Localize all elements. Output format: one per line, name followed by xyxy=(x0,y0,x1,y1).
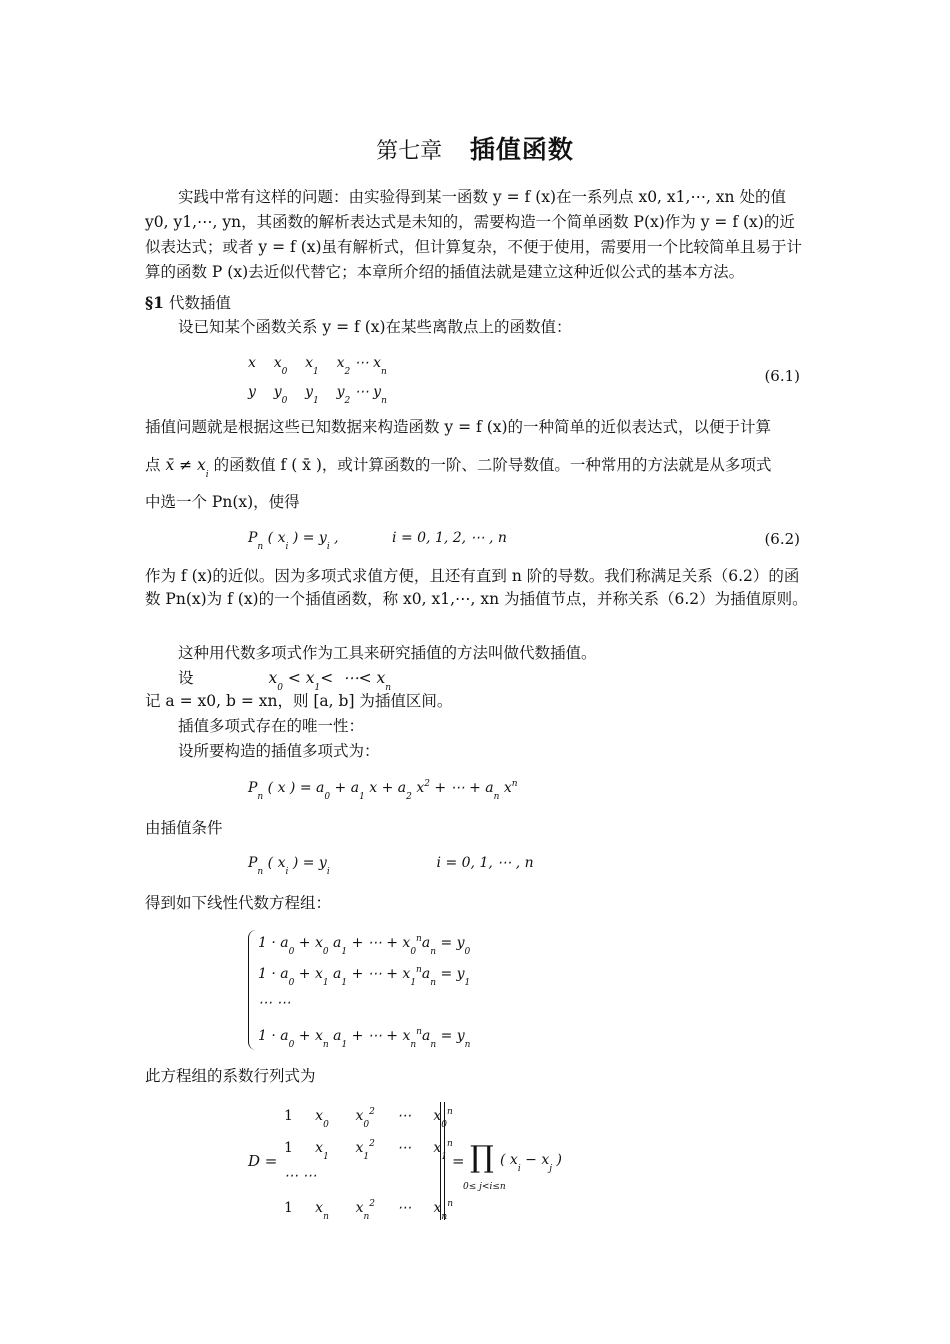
chapter-title xyxy=(0,130,950,166)
product-term: ( $x_i - x_j$ ) xyxy=(500,1152,562,1174)
product-index: 0≤ j<i≤n xyxy=(463,1182,506,1192)
product-symbol: ∏ xyxy=(470,1140,494,1175)
determinant-bar-left xyxy=(440,1102,441,1220)
paragraph-8: 设所要构造的插值多项式为： xyxy=(178,742,380,760)
equation-6-2: $P_n$ ( $x_i$ ) = $y_i$ , i = 0, 1, 2, ⋯ , n xyxy=(248,530,507,552)
equals-sign: = xyxy=(452,1152,465,1170)
equation-number-6-2: (6.2) xyxy=(764,530,800,548)
intro-paragraph: 实践中常有这样的问题：由实验得到某一函数 y = f (x)在一系列点 x0, x1,⋯, xn 处的值 y0, y1,⋯, yn，其函数的解析表达式是未知的，需要构造一个简单函数 P(x)作为 y = f (x)的近似表达式；或者 y = f (x)虽有解析式，但计算复杂，不便于使用，需要用一个比较简单且易于计算的函数 P (x)去近似代替它；本章所介绍的插值法就是建立这种近似公式的基本方法。 xyxy=(145,188,803,281)
paragraph-3: 作为 f (x)的近似。因为多项式求值方便，且还有直到 n 阶的导数。我们称满足关系（6.2）的函数 Pn(x)为 f (x)的一个插值函数，称 x0, x1,⋯, xn 为插值节点，并称关系（6.2）为插值原则。 xyxy=(145,567,808,608)
paragraph-6: 记 a = x0, b = xn，则 [a, b] 为插值区间。 xyxy=(145,692,453,710)
system-brace xyxy=(248,930,257,1050)
system-row-ellipsis: ⋯ ⋯ xyxy=(258,995,291,1011)
section-heading xyxy=(145,292,231,314)
determinant-label: D = xyxy=(248,1152,278,1170)
section-mark: §1 xyxy=(145,293,164,312)
equation-number-6-1: (6.1) xyxy=(764,367,800,385)
paragraph-5: 设 $x_0 < x_1<$ ⋯< $x_n$ xyxy=(178,669,392,693)
paragraph-1: 设已知某个函数关系 y = f (x)在某些离散点上的函数值： xyxy=(178,318,572,336)
paragraph-9: 由插值条件 xyxy=(145,819,223,837)
paragraph-2b-text: 的函数值 f ( x̄ )，或计算函数的一阶、二阶导数值。一种常用的方法就是从多项式 xyxy=(213,456,772,474)
paragraph-10: 得到如下线性代数方程组： xyxy=(145,894,332,912)
paragraph-2c: 中选一个 Pn(x)，使得 xyxy=(145,493,300,511)
paragraph-11: 此方程组的系数行列式为 xyxy=(145,1067,316,1085)
paragraph-2b-lead: 点 xyxy=(145,456,161,474)
system-row-1: $1 \cdot a_0 + x_1$ $a_1$ + ⋯ + $x_1^na_n = y_1$ xyxy=(258,965,471,988)
table-row-y: y $y_0$ $y_1$ $y_2$ ⋯ $y_n$ xyxy=(248,384,387,406)
polynomial-equation: $P_n$ ( x ) = $a_0 + a_1$ $x + a_2$ $x^2$ + ⋯ + $a_n$ $x^n$ xyxy=(248,779,518,802)
table-row-x: x $x_0$ $x_1$ $x_2$ ⋯ $x_n$ xyxy=(248,355,387,377)
paragraph-7: 插值多项式存在的唯一性： xyxy=(178,717,365,735)
determinant-row-0: 1 $x_0$ $x_0^2$ ⋯ $x_0^n$ xyxy=(284,1107,453,1130)
interpolation-condition: $P_n$ ( $x_i$ ) = $y_i$ i = 0, 1, ⋯ , n xyxy=(248,855,534,877)
paragraph-2b: 点 x̄ ≠ $x_i$ 的函数值 f ( x̄ )，或计算函数的一阶、二阶导数值。一种常用的方法就是从多项式 xyxy=(145,456,772,480)
determinant-bar-right xyxy=(444,1102,445,1220)
chapter-name: 插值函数 xyxy=(469,135,574,164)
paragraph-2a: 插值问题就是根据这些已知数据来构造函数 y = f (x)的一种简单的近似表达式，以便于计算 xyxy=(145,418,772,436)
chapter-number: 第七章 xyxy=(376,139,443,164)
determinant-row-1: 1 $x_1$ $x_1^2$ ⋯ $x_1^n$ xyxy=(284,1139,453,1162)
paragraph-4: 这种用代数多项式作为工具来研究插值的方法叫做代数插值。 xyxy=(178,644,597,662)
system-row-0: $1 \cdot a_0 + x_0$ $a_1$ + ⋯ + $x_0^na_n = y_0$ xyxy=(258,934,471,957)
determinant-row-ellipsis: ⋯ ⋯ xyxy=(284,1168,317,1184)
determinant-row-n: 1 $x_n$ $x_n^2$ ⋯ $x_n^n$ xyxy=(284,1199,454,1222)
section-title: 代数插值 xyxy=(168,294,231,312)
system-row-n: $1 \cdot a_0 + x_n$ $a_1$ + ⋯ + $x_n^na_n = y_n$ xyxy=(258,1027,471,1050)
paragraph-5-lead: 设 xyxy=(178,669,194,687)
